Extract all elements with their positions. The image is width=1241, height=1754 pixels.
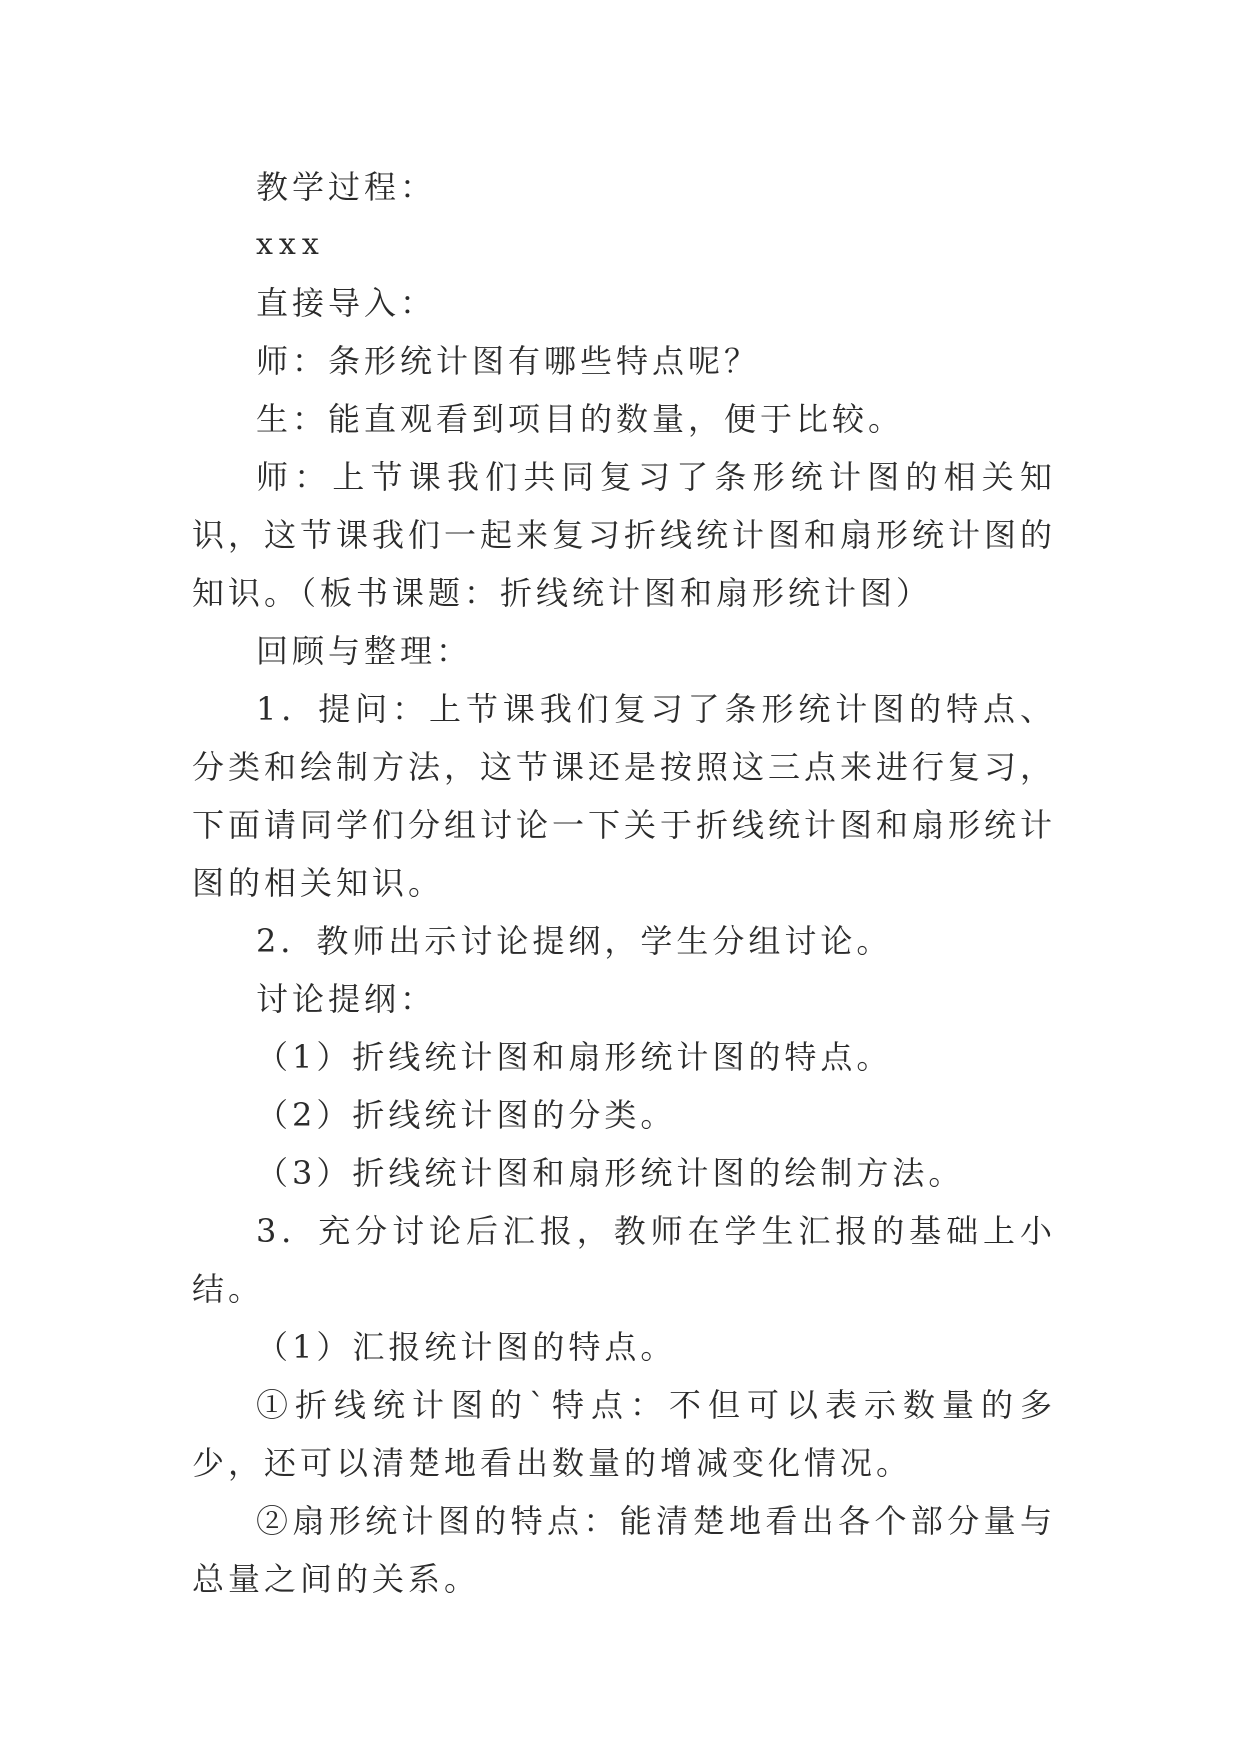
placeholder-text: xxx [256,227,325,262]
heading-review: 回顾与整理： [256,632,473,670]
outline-item-1: （1）折线统计图和扇形统计图的特点。 [256,1038,893,1076]
feature-line-chart: ①折线统计图的`特点：不但可以表示数量的多少，还可以清楚地看出数量的增减变化情况。 [192,1386,1056,1482]
feature-pie-chart: ②扇形统计图的特点：能清楚地看出各个部分量与总量之间的关系。 [192,1502,1056,1598]
dialogue-student-answer: 生：能直观看到项目的数量，便于比较。 [256,400,905,438]
document-body [192,158,1056,1608]
step-1: 1．提问：上节课我们复习了条形统计图的特点、分类和绘制方法，这节课还是按照这三点来进行复习，下面请同学们分组讨论一下关于折线统计图和扇形统计图的相关知识。 [192,690,1057,902]
dialogue-teacher-question: 师：条形统计图有哪些特点呢？ [256,342,761,380]
report-item-1: （1）汇报统计图的特点。 [256,1328,677,1366]
outline-item-2: （2）折线统计图的分类。 [256,1096,677,1134]
heading-discussion-outline: 讨论提纲： [256,980,437,1018]
dialogue-teacher-intro: 师：上节课我们共同复习了条形统计图的相关知识，这节课我们一起来复习折线统计图和扇形统计图的知识。（板书课题：折线统计图和扇形统计图） [192,458,1057,612]
step-2: 2．教师出示讨论提纲，学生分组讨论。 [256,922,893,960]
heading-teaching-process: 教学过程： [256,168,437,206]
heading-direct-intro: 直接导入： [256,284,437,322]
outline-item-3: （3）折线统计图和扇形统计图的绘制方法。 [256,1154,965,1192]
step-3: 3．充分讨论后汇报，教师在学生汇报的基础上小结。 [192,1212,1056,1308]
